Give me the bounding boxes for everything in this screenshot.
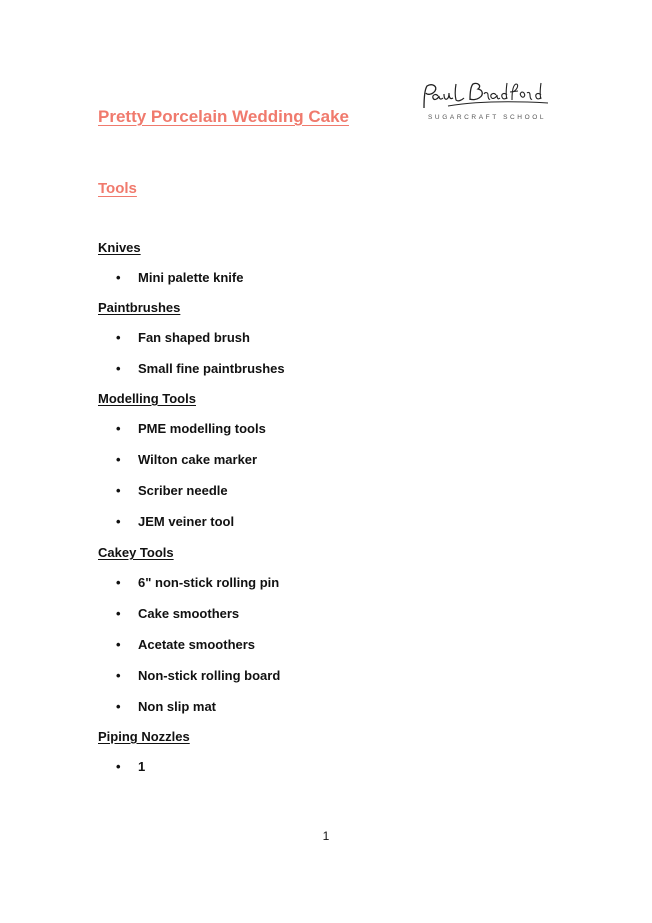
bullet-icon: • <box>116 699 121 714</box>
page-number: 1 <box>322 829 330 843</box>
list-item: • Fan shaped brush <box>116 330 250 345</box>
bullet-icon: • <box>116 270 121 285</box>
list-item: • Cake smoothers <box>116 606 240 621</box>
bullet-icon: • <box>116 759 121 774</box>
group-heading-piping-nozzles: Piping Nozzles <box>98 729 190 744</box>
logo-subtitle: SUGARCRAFT SCHOOL <box>428 114 547 121</box>
bullet-icon: • <box>116 606 121 621</box>
bullet-icon: • <box>116 452 121 467</box>
list-item: • Wilton cake marker <box>116 452 258 467</box>
group-heading-knives: Knives <box>98 240 141 255</box>
group-heading-paintbrushes: Paintbrushes <box>98 300 181 315</box>
paul-bradford-logo <box>418 80 550 126</box>
list-item: • Non-stick rolling board <box>116 668 281 683</box>
list-item: • Scriber needle <box>116 483 228 498</box>
bullet-icon: • <box>116 361 121 376</box>
group-heading-cakey-tools: Cakey Tools <box>98 545 174 560</box>
section-heading-tools: Tools <box>98 180 137 197</box>
group-heading-modelling-tools: Modelling Tools <box>98 391 196 406</box>
list-item: • Non slip mat <box>116 699 217 714</box>
bullet-icon: • <box>116 330 121 345</box>
list-item: • Mini palette knife <box>116 270 244 285</box>
bullet-icon: • <box>116 421 121 436</box>
list-item: • 6" non-stick rolling pin <box>116 575 280 590</box>
bullet-icon: • <box>116 483 121 498</box>
signature-logo-icon <box>418 80 550 114</box>
bullet-icon: • <box>116 637 121 652</box>
list-item: • 1 <box>116 759 146 774</box>
bullet-icon: • <box>116 575 121 590</box>
bullet-icon: • <box>116 514 121 529</box>
document-title: Pretty Porcelain Wedding Cake <box>98 107 349 126</box>
list-item: • PME modelling tools <box>116 421 266 436</box>
list-item: • JEM veiner tool <box>116 514 235 529</box>
bullet-icon: • <box>116 668 121 683</box>
list-item: • Small fine paintbrushes <box>116 361 285 376</box>
list-item: • Acetate smoothers <box>116 637 256 652</box>
